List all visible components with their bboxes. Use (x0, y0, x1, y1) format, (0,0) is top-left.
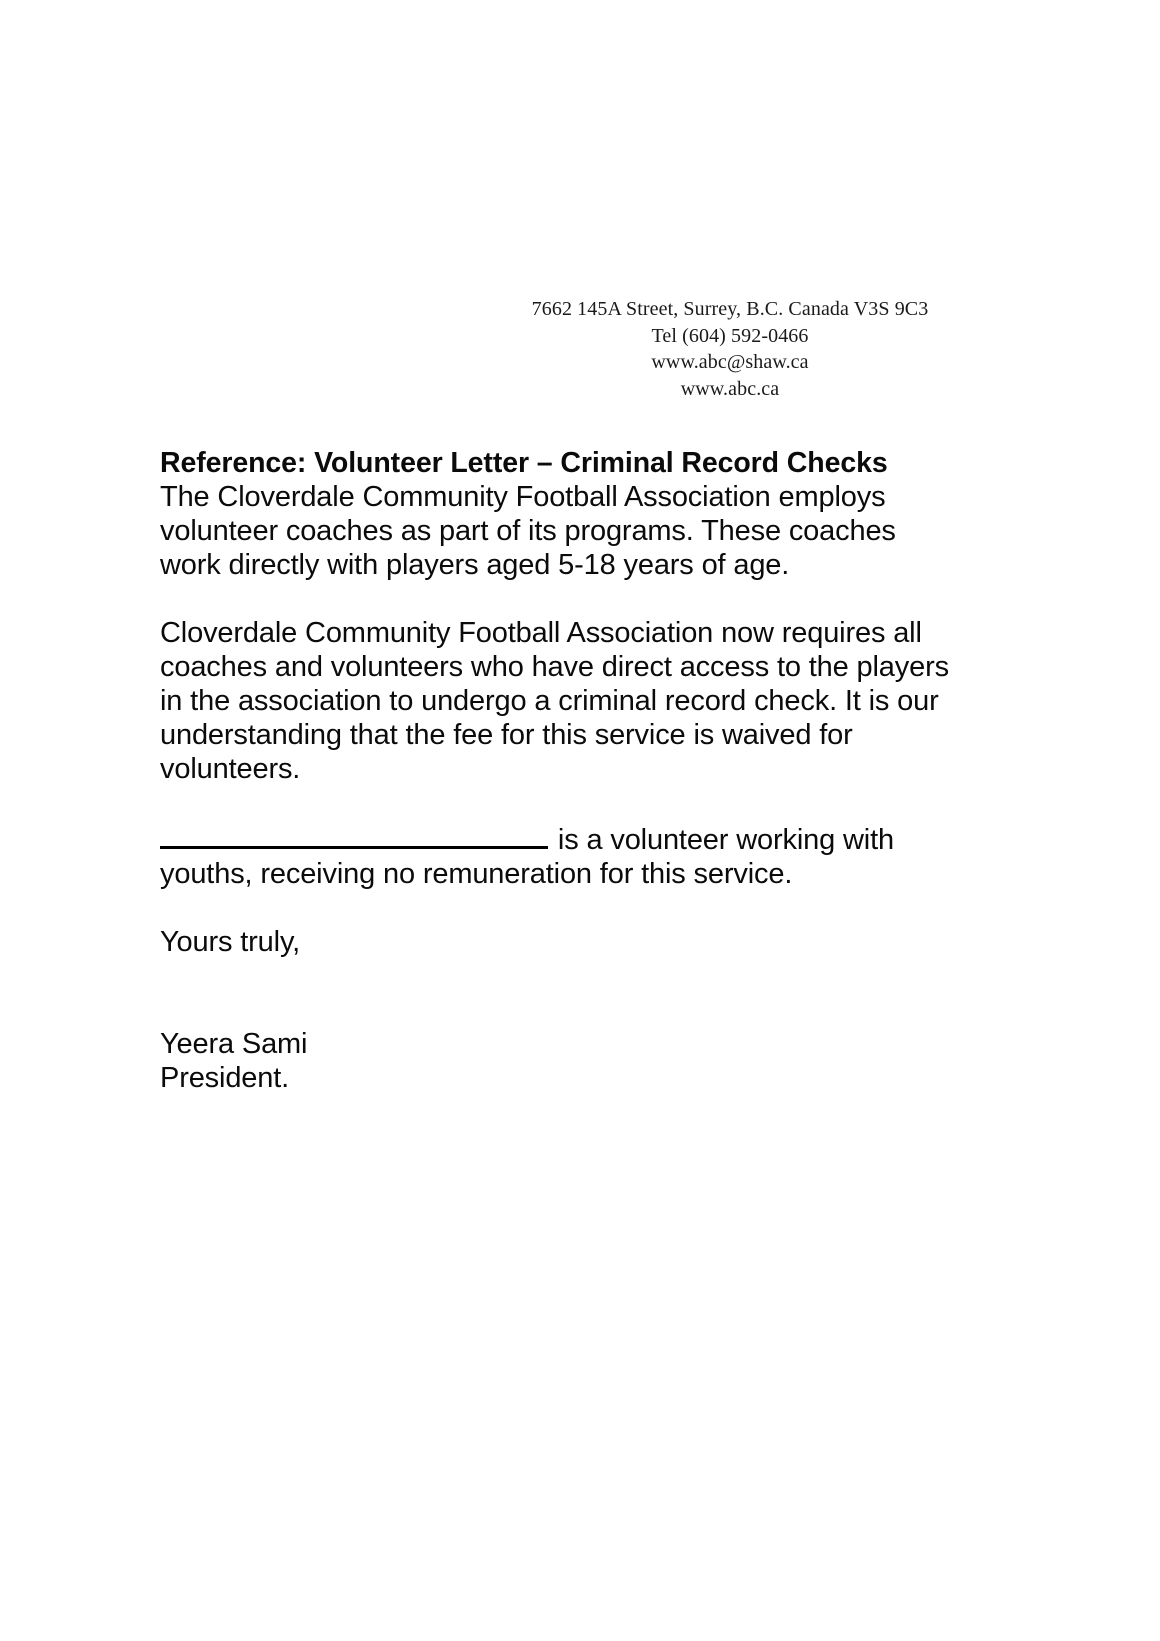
signature-space (160, 959, 950, 1027)
letterhead-email: www.abc@shaw.ca (651, 351, 809, 373)
reference-heading: Reference: Volunteer Letter – Criminal Record Checks (160, 447, 888, 479)
paragraph-spacer-2 (160, 786, 950, 820)
letterhead (515, 296, 945, 402)
paragraph-two: Cloverdale Community Football Association now requires all coaches and volunteers who have direct access to the players in the association to undergo a criminal record check. It is our understanding that the fee for this service is waived for volunteers. (160, 617, 949, 785)
closing-salutation: Yours truly, (160, 926, 301, 958)
signature-title: President. (160, 1062, 290, 1094)
paragraph-spacer-1 (160, 582, 950, 616)
paragraph-one: The Cloverdale Community Football Association employs volunteer coaches as part of its programs. These coaches work directly with players aged 5-18 years of age. (160, 481, 896, 581)
fill-in-text: is a volunteer working with youths, receiving no remuneration for this service. (160, 824, 894, 890)
fill-in-paragraph (160, 820, 950, 891)
signature-name: Yeera Sami (160, 1028, 308, 1060)
letter-body (160, 446, 950, 1095)
letterhead-phone: Tel (604) 592-0466 (651, 324, 809, 347)
volunteer-name-blank[interactable] (160, 820, 548, 849)
letterhead-address: 7662 145A Street, Surrey, B.C. Canada V3S 9C3 (531, 298, 929, 320)
letterhead-website: www.abc.ca (680, 377, 780, 400)
paragraph-spacer-3 (160, 891, 950, 925)
